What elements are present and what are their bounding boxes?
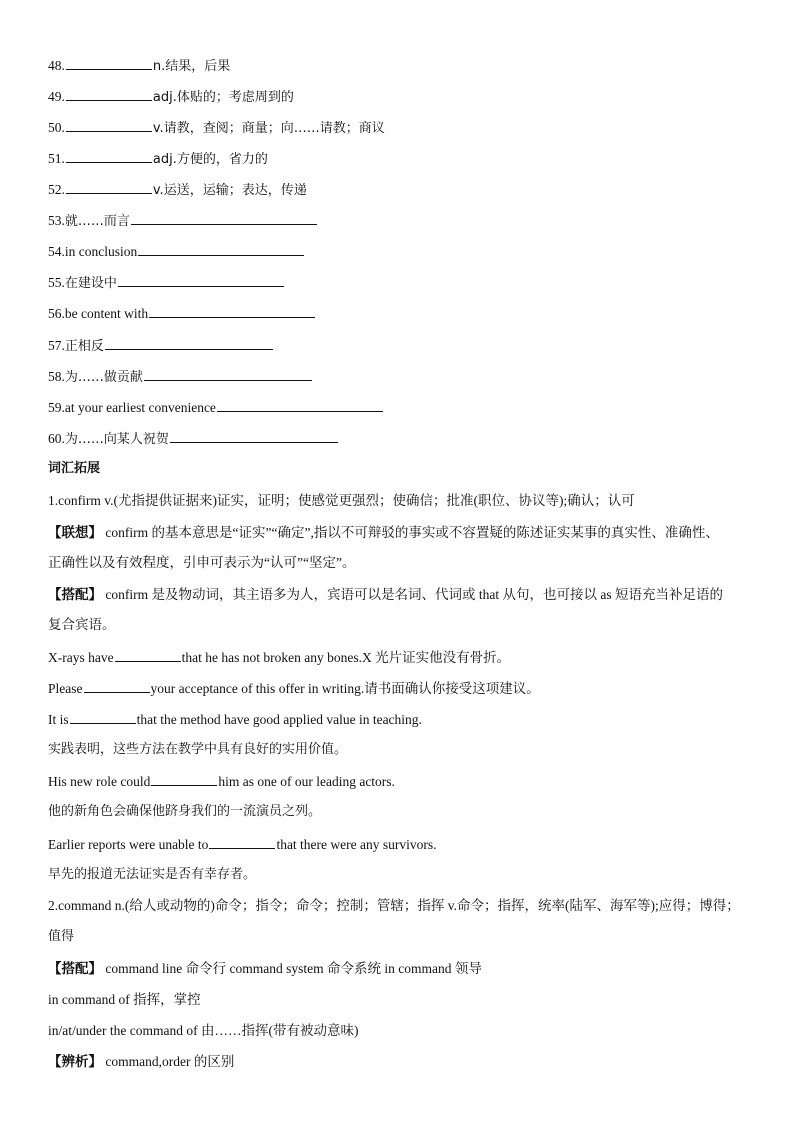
answer-blank[interactable] <box>115 647 181 662</box>
answer-blank[interactable] <box>138 241 304 256</box>
item-number: 48. <box>48 58 65 73</box>
confirm-association-line-1 <box>48 523 768 543</box>
item-phrase: 为……向某人祝贺 <box>64 432 169 447</box>
entry-command-header-1: 2.command n.(给人或动物的)命令；指令；命令；控制；管辖；指挥 v.命令；指挥，统率(陆军、海军等);应得；博得； <box>48 898 740 913</box>
answer-blank[interactable] <box>70 709 136 724</box>
item-definition: v.请教，查阅；商量；向……请教；商议 <box>152 121 385 136</box>
item-number: 51. <box>48 151 65 166</box>
item-54 <box>48 241 768 262</box>
item-definition: adj.体贴的；考虑周到的 <box>152 90 294 105</box>
example-text: your acceptance of this offer in writing.请书面确认你接受这项建议。 <box>150 681 540 696</box>
item-number: 56. <box>48 306 65 321</box>
command-phrase-2: in/at/under the command of 由……指挥(带有被动意味) <box>48 1023 359 1038</box>
answer-blank[interactable] <box>170 428 338 443</box>
item-58 <box>48 366 768 388</box>
example-text: that he has not broken any bones.X 光片证实他没有骨折。 <box>181 650 511 665</box>
confirm-example-4 <box>48 771 768 792</box>
answer-blank[interactable] <box>66 55 152 70</box>
entry-confirm-header: 1.confirm v.(尤指提供证据来)证实，证明；使感觉更强烈；使确信；批准(职位、协议等);确认；认可 <box>48 493 635 508</box>
confirm-example-3-translation: 实践表明，这些方法在教学中具有良好的实用价值。 <box>48 742 348 757</box>
item-phrase: 为……做贡献 <box>64 370 143 385</box>
item-phrase: 正相反 <box>64 339 104 354</box>
confirm-collocation-line-2: 复合宾语。 <box>48 617 116 632</box>
answer-blank[interactable] <box>144 366 312 381</box>
collocation-text: command line 命令行 command system 命令系统 in command 领导 <box>102 961 482 976</box>
command-distinction <box>48 1052 768 1072</box>
answer-blank[interactable] <box>131 210 317 225</box>
item-59 <box>48 397 768 418</box>
item-number: 55. <box>48 275 65 290</box>
item-number: 52. <box>48 182 65 197</box>
answer-blank[interactable] <box>149 303 315 318</box>
item-definition: n.结果，后果 <box>152 59 231 74</box>
item-phrase: 在建设中 <box>64 276 117 291</box>
item-52 <box>48 179 768 201</box>
item-51 <box>48 148 768 170</box>
item-number: 57. <box>48 338 65 353</box>
item-49 <box>48 86 768 108</box>
item-55 <box>48 272 768 294</box>
item-number: 54. <box>48 244 65 259</box>
association-tag: 【联想】 <box>48 525 102 541</box>
confirm-example-5-translation: 早先的报道无法证实是否有幸存者。 <box>48 867 257 882</box>
answer-blank[interactable] <box>66 179 152 194</box>
distinction-text: command,order 的区别 <box>102 1054 235 1069</box>
item-number: 53. <box>48 213 65 228</box>
confirm-association-line-2: 正确性以及有效程度，引申可表示为“认可”“坚定”。 <box>48 555 356 570</box>
example-text: His new role could <box>48 774 151 789</box>
item-53 <box>48 210 768 232</box>
answer-blank[interactable] <box>66 148 152 163</box>
collocation-tag: 【搭配】 <box>48 587 102 603</box>
confirm-example-2 <box>48 678 768 699</box>
item-phrase: in conclusion <box>64 244 138 259</box>
item-definition: adj.方便的，省力的 <box>152 152 268 167</box>
association-text: confirm 的基本意思是“证实”“确定”,指以不可辩驳的事实或不容置疑的陈述证实某事的真实性、准确性、 <box>102 525 719 540</box>
confirm-example-4-translation: 他的新角色会确保他跻身我们的一流演员之列。 <box>48 804 322 819</box>
command-phrase-1: in command of 指挥，掌控 <box>48 992 201 1007</box>
example-text: It is <box>48 712 69 727</box>
answer-blank[interactable] <box>84 678 150 693</box>
collocation-tag: 【搭配】 <box>48 961 102 977</box>
answer-blank[interactable] <box>66 117 152 132</box>
item-56 <box>48 303 768 324</box>
item-48 <box>48 55 768 77</box>
answer-blank[interactable] <box>118 272 284 287</box>
entry-command-header-2: 值得 <box>48 929 75 944</box>
item-number: 59. <box>48 400 65 415</box>
confirm-collocation-line-1 <box>48 585 768 605</box>
answer-blank[interactable] <box>151 771 217 786</box>
command-collocation <box>48 959 768 979</box>
confirm-example-5 <box>48 834 768 855</box>
item-number: 58. <box>48 369 65 384</box>
example-text: Earlier reports were unable to <box>48 837 209 852</box>
collocation-text: confirm 是及物动词，其主语多为人，宾语可以是名词、代词或 that 从句，也可接以 as 短语充当补足语的 <box>102 587 723 602</box>
answer-blank[interactable] <box>66 86 152 101</box>
item-50 <box>48 117 768 139</box>
item-60 <box>48 428 768 450</box>
example-text: that there were any survivors. <box>276 837 437 852</box>
example-text: Please <box>48 681 83 696</box>
example-text: him as one of our leading actors. <box>218 774 395 789</box>
answer-blank[interactable] <box>217 397 383 412</box>
example-text: X-rays have <box>48 650 114 665</box>
item-phrase: 就……而言 <box>64 214 130 229</box>
item-number: 60. <box>48 431 65 446</box>
section-title: 词汇拓展 <box>48 461 101 476</box>
item-number: 49. <box>48 89 65 104</box>
example-text: that the method have good applied value in teaching. <box>136 712 422 727</box>
answer-blank[interactable] <box>209 834 275 849</box>
item-phrase: at your earliest convenience <box>64 400 216 415</box>
confirm-example-3 <box>48 709 768 730</box>
item-definition: v.运送，运输；表达，传递 <box>152 183 307 198</box>
item-phrase: be content with <box>64 306 149 321</box>
distinction-tag: 【辨析】 <box>48 1054 102 1070</box>
item-57 <box>48 335 768 357</box>
answer-blank[interactable] <box>105 335 273 350</box>
confirm-example-1 <box>48 647 768 668</box>
item-number: 50. <box>48 120 65 135</box>
